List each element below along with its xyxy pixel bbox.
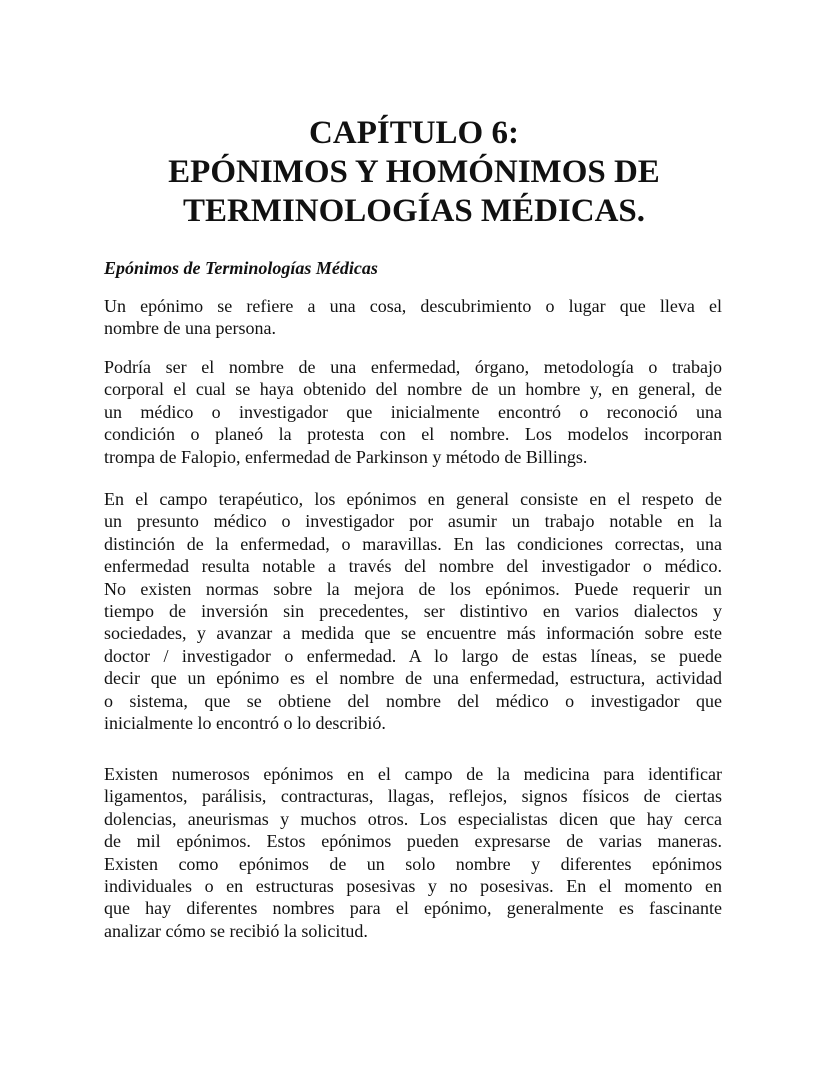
paragraph-line: un presunto médico o investigador por asumir un trabajo notable en la — [104, 511, 722, 532]
paragraph-line: enfermedad resulta notable a través del nombre del investigador o médico. — [104, 556, 722, 577]
chapter-title — [0, 114, 828, 231]
paragraph-line: Un epónimo se refiere a una cosa, descubrimiento o lugar que lleva el — [104, 296, 722, 316]
paragraph-line: decir que un epónimo es el nombre de una enfermedad, estructura, actividad — [104, 668, 722, 689]
paragraph-line: ligamentos, parálisis, contracturas, llagas, reflejos, signos físicos de ciertas — [104, 786, 722, 807]
paragraph-line: condición o planeó la protesta con el nombre. Los modelos incorporan — [104, 424, 722, 445]
paragraph — [104, 763, 722, 942]
paragraph-line: que hay diferentes nombres para el epónimo, generalmente es fascinante — [104, 898, 722, 919]
chapter-title-line: TERMINOLOGÍAS MÉDICAS. — [182, 193, 646, 229]
paragraph-line: trompa de Falopio, enfermedad de Parkinson y método de Billings. — [104, 446, 588, 467]
paragraph-line: Existen como epónimos de un solo nombre y diferentes epónimos — [104, 853, 722, 874]
paragraph-line: dolencias, aneurismas y muchos otros. Los especialistas dicen que hay cerca — [104, 808, 722, 829]
paragraph — [104, 295, 722, 340]
paragraph-line: Existen numerosos epónimos en el campo de la medicina para identificar — [104, 764, 722, 784]
paragraph-line: nombre de una persona. — [104, 318, 276, 339]
paragraph — [104, 488, 722, 734]
chapter-title-line: CAPÍTULO 6: — [309, 115, 519, 151]
paragraph-line: de mil epónimos. Estos epónimos pueden expresarse de varias maneras. — [104, 831, 722, 852]
paragraph-line: sociedades, y avanzar a medida que se encuentre más información sobre este — [104, 623, 722, 644]
paragraph-line: distinción de la enfermedad, o maravillas. En las condiciones correctas, una — [104, 533, 722, 554]
paragraph-line: corporal el cual se haya obtenido del nombre de un hombre y, en general, de — [104, 379, 722, 400]
section-heading: Epónimos de Terminologías Médicas — [104, 258, 378, 278]
paragraph-line: En el campo terapéutico, los epónimos en general consiste en el respeto de — [104, 489, 722, 509]
paragraph-line: analizar cómo se recibió la solicitud. — [104, 920, 368, 941]
paragraph — [104, 356, 722, 468]
paragraph-line: tiempo de inversión sin precedentes, ser distintivo en varios dialectos y — [104, 600, 722, 621]
paragraph-line: un médico o investigador que inicialmente encontró o reconoció una — [104, 401, 722, 422]
paragraph-line: doctor / investigador o enfermedad. A lo largo de estas líneas, se puede — [104, 645, 722, 666]
paragraph-line: No existen normas sobre la mejora de los epónimos. Puede requerir un — [104, 578, 722, 599]
chapter-title-line: EPÓNIMOS Y HOMÓNIMOS DE — [168, 154, 660, 190]
paragraph-line: inicialmente lo encontró o lo describió. — [104, 712, 386, 733]
paragraph-line: o sistema, que se obtiene del nombre del médico o investigador que — [104, 690, 722, 711]
paragraph-line: individuales o en estructuras posesivas y no posesivas. En el momento en — [104, 875, 722, 896]
paragraph-line: Podría ser el nombre de una enfermedad, órgano, metodología o trabajo — [104, 357, 722, 377]
